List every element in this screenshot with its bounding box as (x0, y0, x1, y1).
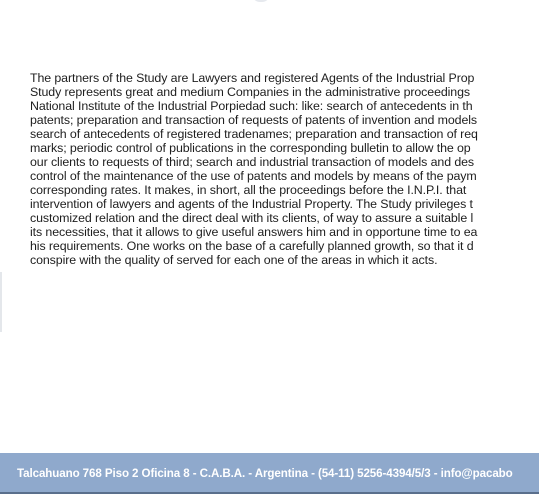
about-line: conspire with the quality of served for each one of the areas in which it acts. (30, 253, 438, 267)
about-line: his requirements. One works on the base of a carefully planned growth, so that it d (30, 239, 474, 253)
about-line: The partners of the Study are Lawyers and registered Agents of the Industrial Prop (30, 71, 475, 85)
about-paragraph (30, 71, 539, 267)
about-line: our clients to requests of third; search and industrial transaction of models and des (30, 155, 475, 169)
left-edge-decoration (0, 272, 2, 332)
about-line: its necessities, that it allows to give useful answers him and in opportune time to ea (30, 225, 478, 239)
footer-contact-info: Talcahuano 768 Piso 2 Oficina 8 - C.A.B.A. - Argentina - (54-11) 5256-4394/5/3 - info@pacabo (17, 467, 513, 480)
header-decoration (252, 0, 270, 2)
about-line: customized relation and the direct deal with its clients, of way to assure a suitable l (30, 211, 474, 225)
about-line: control of the maintenance of the use of patents and models by means of the paym (30, 169, 477, 183)
about-line: intervention of lawyers and agents of the Industrial Property. The Study privileges t (30, 197, 473, 211)
about-line: corresponding rates. It makes, in short, all the proceedings before the I.N.P.I. that (30, 183, 467, 197)
about-line: marks; periodic control of publications in the corresponding bulletin to allow the op (30, 141, 471, 155)
footer-bar (0, 453, 539, 492)
about-line: Study represents great and medium Companies in the administrative proceedings (30, 85, 470, 99)
about-line: patents; preparation and transaction of requests of patents of invention and models (30, 113, 478, 127)
about-line: National Institute of the Industrial Porpiedad such: like: search of antecedents in th (30, 99, 473, 113)
about-line: search of antecedents of registered tradenames; preparation and transaction of req (30, 127, 478, 141)
